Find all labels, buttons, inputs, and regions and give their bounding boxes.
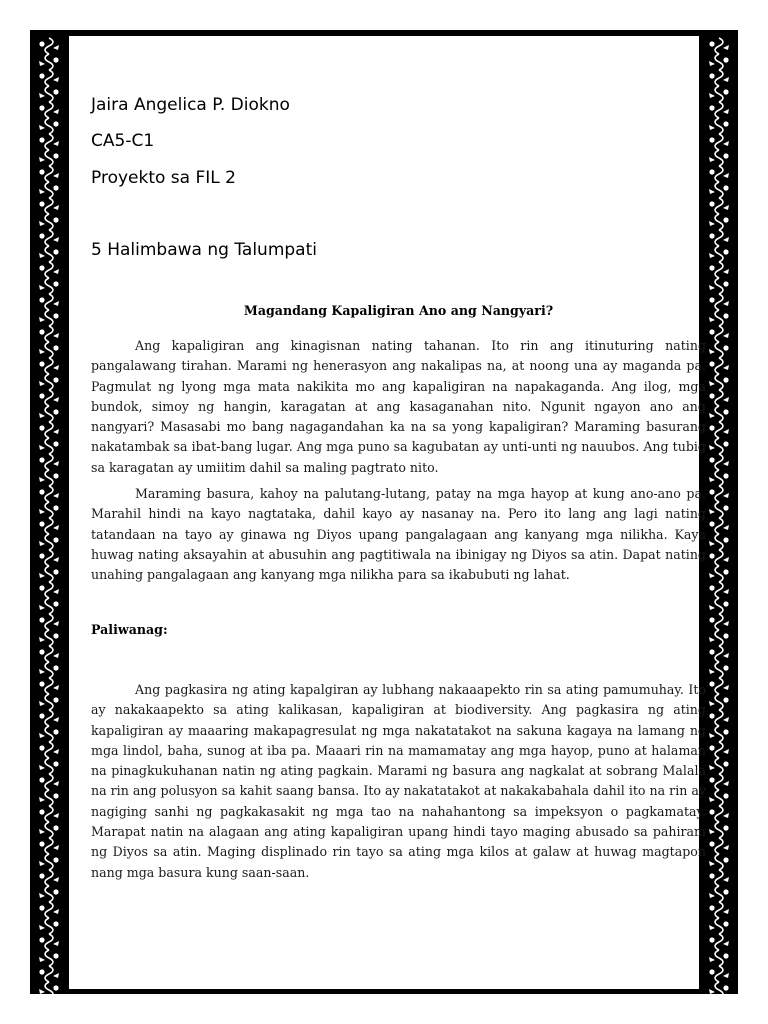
- vine-segment: [39, 502, 59, 518]
- vine-segment: [39, 438, 59, 454]
- vine-segment: [709, 582, 729, 598]
- vine-segment: [39, 838, 59, 854]
- vine-segment: [39, 134, 59, 150]
- vine-segment: [39, 742, 59, 758]
- speech-paragraph-1: [91, 336, 706, 478]
- vine-segment: [39, 454, 59, 470]
- vine-segment: [39, 294, 59, 310]
- vine-segment: [39, 966, 59, 982]
- vine-segment: [709, 710, 729, 726]
- vine-segment: [39, 902, 59, 918]
- vine-segment: [39, 182, 59, 198]
- vine-segment: [709, 278, 729, 294]
- vine-segment: [709, 614, 729, 630]
- vine-segment: [709, 518, 729, 534]
- vine-segment: [39, 150, 59, 166]
- vine-segment: [709, 982, 729, 994]
- vine-segment: [709, 406, 729, 422]
- vine-segment: [39, 54, 59, 70]
- vine-segment: [709, 822, 729, 838]
- vine-segment: [39, 374, 59, 390]
- vine-segment: [39, 582, 59, 598]
- vine-segment: [709, 182, 729, 198]
- vine-segment: [709, 934, 729, 950]
- vine-segment: [39, 598, 59, 614]
- vine-segment: [709, 790, 729, 806]
- explanation-label: Paliwanag:: [91, 622, 168, 637]
- vine-segment: [709, 806, 729, 822]
- vine-segment: [709, 86, 729, 102]
- vine-segment: [709, 246, 729, 262]
- vine-segment: [39, 310, 59, 326]
- vine-segment: [709, 54, 729, 70]
- vine-segment: [39, 710, 59, 726]
- vine-segment: [39, 422, 59, 438]
- vine-segment: [39, 390, 59, 406]
- project-title: Proyekto sa FIL 2: [91, 168, 236, 188]
- vine-segment: [709, 534, 729, 550]
- vine-segment: [709, 134, 729, 150]
- vine-segment: [709, 950, 729, 966]
- vine-segment: [709, 438, 729, 454]
- vine-segment: [39, 102, 59, 118]
- vine-segment: [709, 886, 729, 902]
- vine-segment: [709, 470, 729, 486]
- speech-paragraph-2: [91, 484, 706, 585]
- vine-segment: [709, 502, 729, 518]
- vine-segment: [709, 486, 729, 502]
- speech-title: Magandang Kapaligiran Ano ang Nangyari?: [243, 303, 554, 318]
- vine-segment: [709, 38, 729, 54]
- vine-segment: [39, 694, 59, 710]
- paragraph-text: Ang kapaligiran ang kinagisnan nating tahanan. Ito rin ang itinuturing nating pangalawang tirahan. Marami ng henerasyon ang nakalipas na, at noong una ay maganda pa. Pagmulat ng lyong mga mata nakikita mo ang kapaligiran na napakaganda. Ang ilog, mga bundok, simoy ng hangin, karagatan at ang kasaganahan nito. Ngunit ngayon ano ang nangyari? Masasabi mo bang nagagandahan ka na sa yong kapaligiran? Maraming basurang nakatambak sa ibat-bang lugar. Ang mga puno sa kagubatan ay unti-unti ng nauubos. Ang tubig sa karagatan ay umiitim dahil sa maling pagtrato nito.: [91, 338, 706, 475]
- vine-segment: [39, 470, 59, 486]
- vine-segment: [709, 166, 729, 182]
- vine-segment: [709, 838, 729, 854]
- vine-segment: [39, 934, 59, 950]
- paragraph-text: Ang pagkasira ng ating kapalgiran ay lubhang nakaaapekto rin sa ating pamumuhay. Ito ay nakakaapekto sa ating kalikasan, kapaligiran at biodiversity. Ang pagkasira ng ating kapaligiran ay maaaring makapagresulat ng mga nakatatakot na sakuna kagaya na lamang ng mga lindol, baha, sunog at iba pa. Maaari rin na mamamatay ang mga hayop, puno at halaman na pinagkukuhanan natin ng ating pagkain. Marami ng basura ang nagkalat at sobrang Malala na rin ang polusyon sa kahit saang bansa. Ito ay nakatatakot at nakakabahala dahil ito na rin ay nagiging sanhi ng pagkakasakit ng mga tao na nahahantong sa impeksyon o pagkamatay. Marapat natin na alagaan ang ating kapaligiran upang hindi tayo maging abusado sa pahiram ng Diyos sa atin. Maging displinado rin tayo sa ating mga kilos at galaw at huwag magtapon nang mga basura kung saan-saan.: [91, 682, 706, 880]
- vine-segment: [709, 230, 729, 246]
- vine-segment: [39, 646, 59, 662]
- vine-segment: [709, 198, 729, 214]
- vine-segment: [39, 38, 59, 54]
- vine-segment: [39, 870, 59, 886]
- vine-segment: [709, 726, 729, 742]
- vine-segment: [709, 854, 729, 870]
- vine-segment: [39, 630, 59, 646]
- vine-segment: [709, 678, 729, 694]
- vine-segment: [39, 70, 59, 86]
- vine-segment: [39, 230, 59, 246]
- vine-segment: [709, 646, 729, 662]
- vine-segment: [39, 86, 59, 102]
- vine-segment: [39, 326, 59, 342]
- vine-segment: [39, 678, 59, 694]
- vine-segment: [39, 662, 59, 678]
- vine-segment: [709, 118, 729, 134]
- vine-segment: [39, 406, 59, 422]
- vine-segment: [709, 374, 729, 390]
- class-section: CA5-C1: [91, 131, 155, 151]
- vine-segment: [39, 918, 59, 934]
- vine-segment: [709, 566, 729, 582]
- vine-segment: [709, 742, 729, 758]
- vine-segment: [39, 166, 59, 182]
- vine-segment: [709, 294, 729, 310]
- vine-segment: [39, 774, 59, 790]
- paragraph-text: Maraming basura, kahoy na palutang-lutang, patay na mga hayop at kung ano-ano pa. Marahil hindi na kayo nagtataka, dahil kayo ay nasanay na. Pero ito lang ang lagi nating tatandaan na tayo ay ginawa ng Diyos upang pangalagaan ang kanyang mga nilikha. Kaya huwag nating aksayahin at abusuhin ang pagtitiwala na ibinigay ng Diyos sa atin. Dapat nating unahing pangalagaan ang kanyang mga nilikha para sa ikabubuti ng lahat.: [91, 486, 706, 583]
- vine-segment: [709, 310, 729, 326]
- vine-segment: [709, 342, 729, 358]
- vine-segment: [709, 358, 729, 374]
- vine-segment: [709, 870, 729, 886]
- vine-segment: [39, 886, 59, 902]
- vine-segment: [709, 694, 729, 710]
- vine-segment: [709, 902, 729, 918]
- vine-segment: [709, 966, 729, 982]
- vine-segment: [709, 662, 729, 678]
- document-subtitle: 5 Halimbawa ng Talumpati: [91, 240, 317, 260]
- vine-segment: [39, 550, 59, 566]
- vine-segment: [39, 262, 59, 278]
- vine-segment: [709, 262, 729, 278]
- vine-segment: [39, 342, 59, 358]
- vine-segment: [709, 630, 729, 646]
- vine-segment: [709, 214, 729, 230]
- vine-segment: [39, 358, 59, 374]
- vine-segment: [39, 118, 59, 134]
- vine-segment: [39, 534, 59, 550]
- vine-segment: [39, 854, 59, 870]
- vine-segment: [39, 982, 59, 994]
- vine-segment: [709, 758, 729, 774]
- vine-segment: [39, 566, 59, 582]
- explanation-paragraph: [91, 680, 706, 883]
- vine-segment: [39, 198, 59, 214]
- vine-segment: [39, 726, 59, 742]
- vine-segment: [709, 774, 729, 790]
- vine-segment: [39, 806, 59, 822]
- vine-segment: [39, 518, 59, 534]
- vine-segment: [39, 278, 59, 294]
- vine-segment: [39, 246, 59, 262]
- author-name: Jaira Angelica P. Diokno: [91, 95, 290, 115]
- vine-segment: [39, 822, 59, 838]
- vine-segment: [709, 598, 729, 614]
- vine-segment: [709, 326, 729, 342]
- vine-segment: [39, 214, 59, 230]
- vine-segment: [709, 70, 729, 86]
- vine-segment: [39, 486, 59, 502]
- vine-segment: [709, 422, 729, 438]
- vine-segment: [39, 950, 59, 966]
- vine-segment: [709, 550, 729, 566]
- vine-segment: [39, 758, 59, 774]
- vine-segment: [39, 790, 59, 806]
- vine-segment: [709, 102, 729, 118]
- vine-segment: [39, 614, 59, 630]
- vine-segment: [709, 454, 729, 470]
- vine-segment: [709, 390, 729, 406]
- vine-segment: [709, 150, 729, 166]
- vine-segment: [709, 918, 729, 934]
